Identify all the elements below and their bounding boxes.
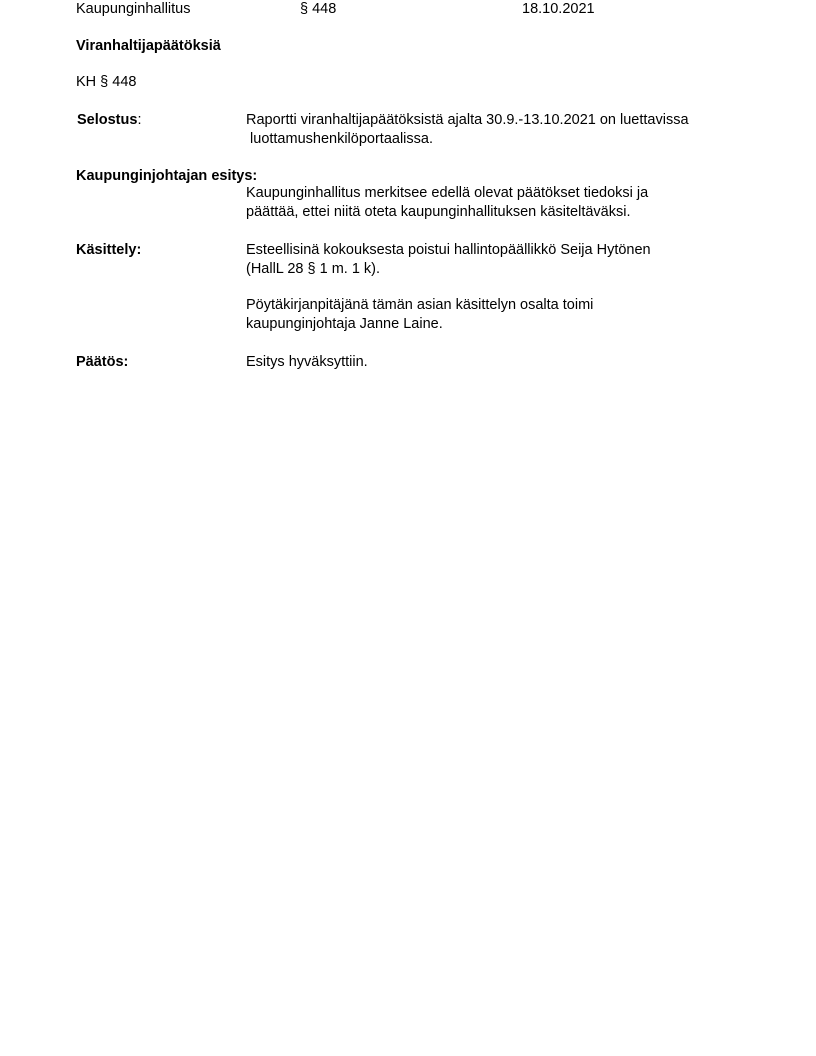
selostus-line: luottamushenkilöportaalissa. bbox=[246, 130, 433, 147]
header-section-number: § 448 bbox=[300, 1, 337, 17]
section-reference: KH § 448 bbox=[76, 74, 137, 90]
esitys-text bbox=[246, 184, 766, 221]
kasittely-label: Käsittely: bbox=[76, 242, 142, 258]
selostus-label: Selostus bbox=[77, 112, 138, 128]
document-title: Viranhaltijapäätöksiä bbox=[76, 38, 221, 54]
kasittely-line: Pöytäkirjanpitäjänä tämän asian käsittelyn osalta toimi bbox=[246, 297, 594, 313]
selostus-heading bbox=[77, 111, 141, 129]
paatos-label: Päätös: bbox=[76, 354, 129, 370]
header-body-name: Kaupunginhallitus bbox=[76, 1, 191, 17]
header-date: 18.10.2021 bbox=[522, 1, 595, 17]
kasittely-line: Esteellisinä kokouksesta poistui hallintopäällikkö Seija Hytönen bbox=[246, 242, 651, 258]
selostus-text bbox=[246, 111, 766, 148]
esitys-line: Kaupunginhallitus merkitsee edellä olevat päätökset tiedoksi ja bbox=[246, 185, 649, 201]
selostus-line: Raportti viranhaltijapäätöksistä ajalta 30.9.-13.10.2021 on luettavissa bbox=[246, 112, 689, 128]
esitys-label: Kaupunginjohtajan esitys: bbox=[76, 168, 258, 184]
esitys-line: päättää, ettei niitä oteta kaupunginhallituksen käsiteltäväksi. bbox=[246, 203, 631, 220]
paatos-text: Esitys hyväksyttiin. bbox=[246, 354, 368, 370]
kasittely-line: (HallL 28 § 1 m. 1 k). bbox=[246, 260, 381, 277]
kasittely-paragraph-1 bbox=[246, 241, 766, 278]
selostus-colon: : bbox=[137, 112, 142, 128]
kasittely-paragraph-2 bbox=[246, 296, 766, 333]
kasittely-line: kaupunginjohtaja Janne Laine. bbox=[246, 315, 443, 332]
